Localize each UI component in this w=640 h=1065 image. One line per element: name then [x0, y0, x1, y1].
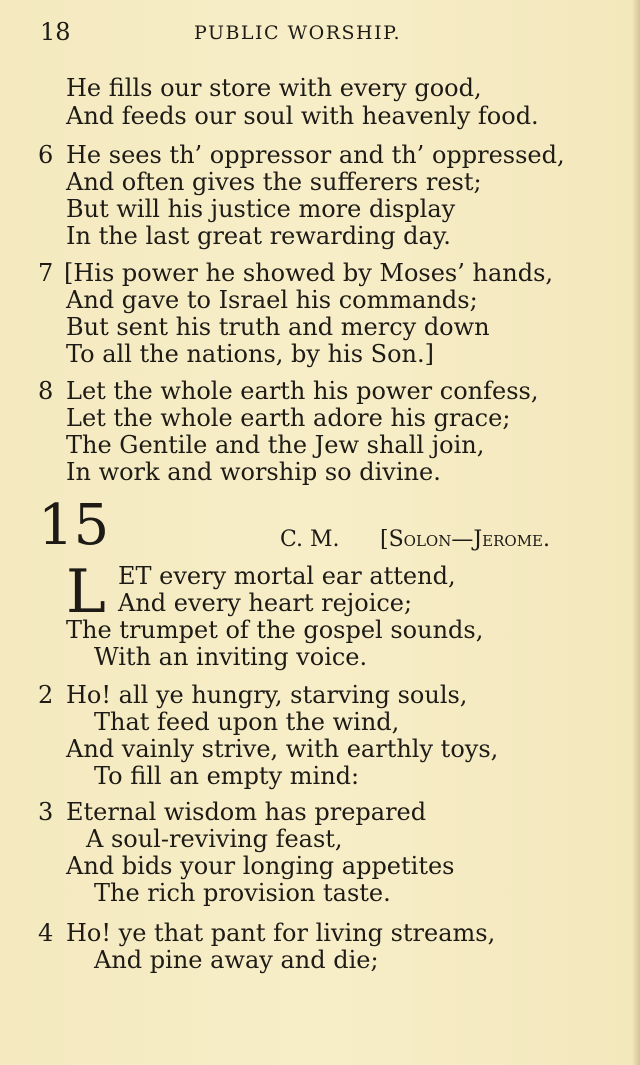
stanza-number: 8: [38, 377, 54, 405]
page-number: 18: [40, 18, 71, 46]
tune-names: [Solon—Jerome.: [380, 527, 550, 552]
hymn-number: 15: [38, 493, 110, 558]
verse-line: And gave to Israel his commands;: [66, 286, 478, 314]
verse-line: Let the whole earth his power confess,: [66, 377, 539, 405]
verse-line: The rich provision taste.: [94, 879, 391, 907]
verse-line: He fills our store with every good,: [66, 74, 482, 102]
verse-line: And pine away and die;: [94, 946, 379, 974]
stanza-number: 3: [38, 798, 54, 826]
verse-line: And feeds our soul with heavenly food.: [66, 102, 539, 130]
verse-line: Ho! all ye hungry, starving souls,: [66, 681, 468, 709]
verse-line: But sent his truth and mercy down: [66, 313, 490, 341]
verse-line: But will his justice more display: [66, 195, 456, 223]
verse-line: To all the nations, by his Son.]: [66, 340, 434, 368]
page-header: [40, 18, 600, 50]
hymn-meter: C. M.: [280, 527, 340, 552]
verse-line: And every heart rejoice;: [118, 589, 413, 617]
verse-line: A soul-reviving feast,: [86, 825, 343, 853]
verse-line: With an inviting voice.: [94, 643, 368, 671]
page-edge-shadow: [632, 0, 640, 1065]
verse-line: He sees th’ oppressor and th’ oppressed,: [66, 141, 565, 169]
verse-line: Let the whole earth adore his grace;: [66, 404, 511, 432]
verse-line: To fill an empty mind:: [94, 762, 360, 790]
running-title: PUBLIC WORSHIP.: [194, 22, 402, 44]
stanza-number: 7: [38, 259, 54, 287]
verse-line: Ho! ye that pant for living streams,: [66, 919, 496, 947]
stanza-number: 2: [38, 681, 54, 709]
verse-line: That feed upon the wind,: [94, 708, 400, 736]
verse-line: And bids your longing appetites: [66, 852, 455, 880]
verse-line: [His power he showed by Moses’ hands,: [64, 259, 554, 287]
verse-line: And vainly strive, with earthly toys,: [66, 735, 499, 763]
drop-cap: L: [66, 557, 106, 627]
verse-line: The trumpet of the gospel sounds,: [66, 616, 484, 644]
verse-line: Eternal wisdom has prepared: [66, 798, 427, 826]
verse-line: In the last great rewarding day.: [66, 222, 451, 250]
stanza-number: 4: [38, 919, 54, 947]
verse-line: ET every mortal ear attend,: [118, 562, 456, 590]
stanza-number: 6: [38, 141, 54, 169]
verse-line: And often gives the sufferers rest;: [66, 168, 482, 196]
verse-line: The Gentile and the Jew shall join,: [66, 431, 485, 459]
verse-line: In work and worship so divine.: [66, 458, 441, 486]
